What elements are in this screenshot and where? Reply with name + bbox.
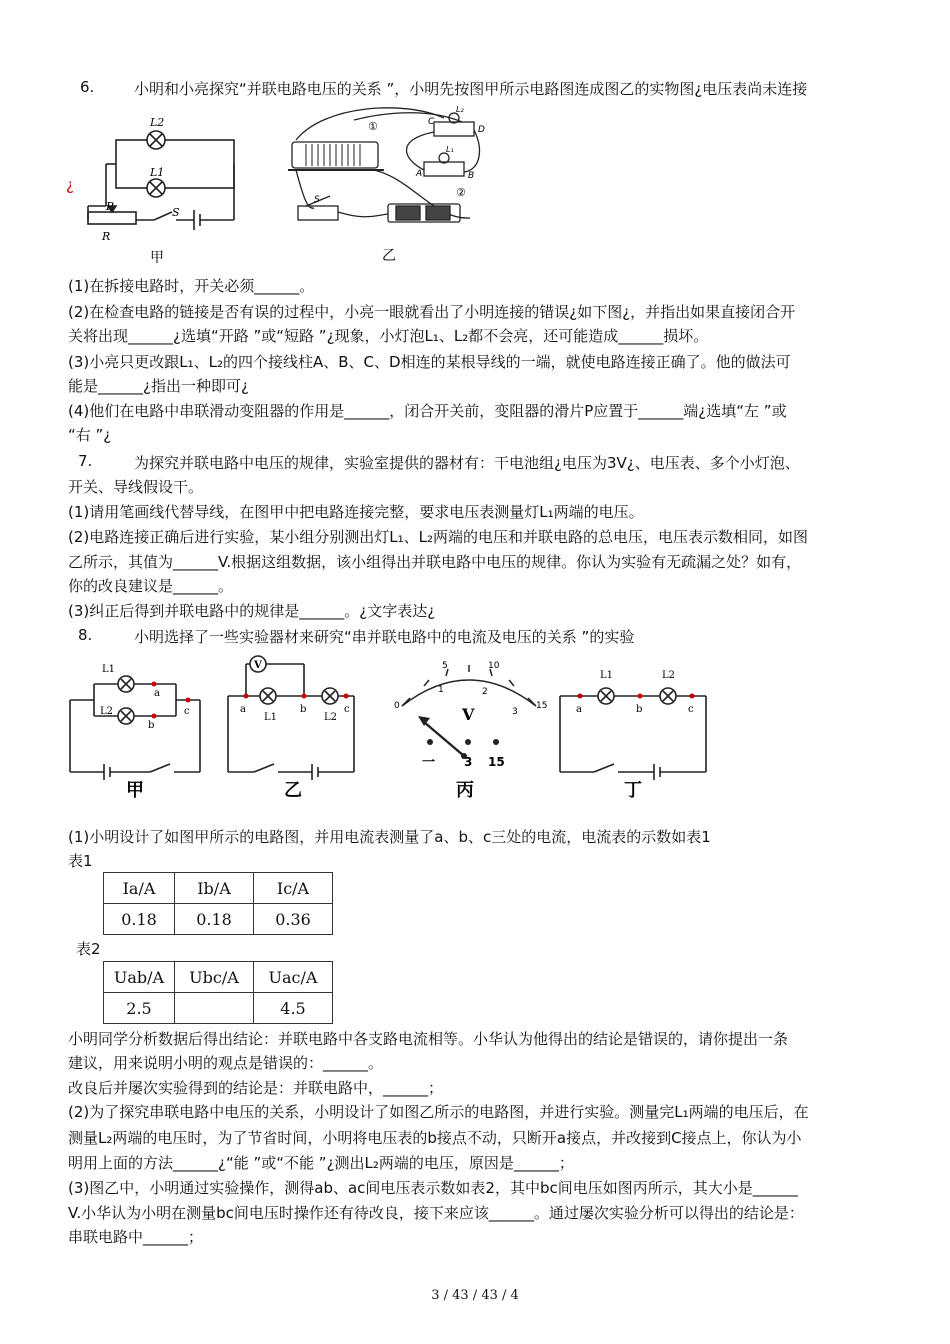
table1-header-ib: Ib/A bbox=[175, 873, 254, 904]
q8-fig-bing bbox=[384, 656, 554, 802]
bing-p3: 3 bbox=[464, 755, 473, 769]
table2-value-row bbox=[104, 993, 333, 1024]
yi-a: A bbox=[416, 169, 423, 179]
table2-header-ubc: Ubc/A bbox=[175, 962, 254, 993]
yi-circle1: ① bbox=[368, 120, 378, 133]
q8-line-8: (3)图乙中，小明通过实验操作，测得ab、ac间电压表示数如表2，其中bc间电压如图丙所示，其大小是______ bbox=[68, 1179, 798, 1197]
page-footer: 3 / 43 / 43 / 4 bbox=[431, 1288, 519, 1303]
q8-yi-v: V bbox=[254, 660, 262, 671]
yi-s: S bbox=[314, 195, 320, 205]
q8-ding-l1: L1 bbox=[600, 670, 614, 681]
table1-value-ic: 0.36 bbox=[254, 904, 333, 935]
bing-tick-3: 3 bbox=[512, 707, 518, 717]
q8-line-9: V.小华认为小明在测量bc间电压时操作还有待改良，接下来应该______。通过屡次实验分析可以得出的结论是： bbox=[68, 1204, 804, 1222]
q6-line-3: 关将出现______¿选填“开路 ”或“短路 ”¿现象，小灯泡L₁、L₂都不会亮，还可能造成______损坏。 bbox=[68, 327, 709, 345]
q7-line-3: (1)请用笔画线代替导线，在图甲中把电路连接完整，要求电压表测量灯L₁两端的电压。 bbox=[68, 503, 644, 521]
table2-value-uab: 2.5 bbox=[104, 993, 175, 1024]
q8-line-2: 小明同学分析数据后得出结论：并联电路中各支路电流相等。小华认为他得出的结论是错误的，请你提出一条 bbox=[68, 1030, 789, 1048]
jia-p-label: P bbox=[106, 200, 114, 213]
q8-ding-c: c bbox=[688, 704, 694, 715]
table2-header-uab: Uab/A bbox=[104, 962, 175, 993]
q8-line-6: 测量L₂两端的电压时，为了节省时间，小明将电压表的b接点不动，只断开a接点，并改接到C接点上，你认为小 bbox=[68, 1129, 802, 1147]
q8-number: 8. bbox=[78, 626, 93, 644]
q6-intro: 小明和小亮探究“并联电路电压的关系 ”，小明先按图甲所示电路图连成图乙的实物图¿电压表尚未连接 bbox=[134, 80, 808, 98]
q8-jia-a: a bbox=[154, 688, 160, 699]
table1-header-row bbox=[104, 873, 333, 904]
q6-line-5: 能是______¿指出一种即可¿ bbox=[68, 377, 249, 395]
bing-minus: 一 bbox=[422, 755, 436, 770]
table2-value-uac: 4.5 bbox=[254, 993, 333, 1024]
q8-intro: 小明选择了一些实验器材来研究“串并联电路中的电流及电压的关系 ”的实验 bbox=[134, 628, 635, 646]
q6-line-6: (4)他们在电路中串联滑动变阻器的作用是______，闭合开关前，变阻器的滑片P应置于______端¿选填“左 ”或 bbox=[68, 402, 787, 420]
q6-line-2: (2)在检查电路的链接是否有误的过程中，小亮一眼就看出了小明连接的错误¿如下图¿，并指出如果直接闭合开 bbox=[68, 303, 796, 321]
table1-header-ia: Ia/A bbox=[104, 873, 175, 904]
q6-line-1: (1)在拆接电路时，开关必须______。 bbox=[68, 277, 315, 295]
q6-number: 6. bbox=[80, 78, 95, 96]
yi-circle2: ② bbox=[456, 186, 466, 199]
yi-b: B bbox=[468, 171, 475, 181]
q7-line-4: (2)电路连接正确后进行实验，某小组分别测出灯L₁、L₂两端的电压和并联电路的总电压，电压表示数相同，如图 bbox=[68, 528, 808, 546]
bing-tick-15: 15 bbox=[536, 701, 548, 711]
bing-tick-0: 0 bbox=[394, 701, 400, 711]
q8-line-1: (1)小明设计了如图甲所示的电路图，并用电流表测量了a、b、c三处的电流，电流表的示数如表1 bbox=[68, 828, 711, 846]
yi-l1: L₁ bbox=[446, 145, 454, 154]
q8-yi-caption: 乙 bbox=[284, 780, 302, 801]
q7-line-2: 开关、导线假设干。 bbox=[68, 478, 204, 496]
jia-s-label: S bbox=[172, 206, 180, 219]
q8-jia-c: c bbox=[184, 706, 190, 717]
jia-l1-label: L1 bbox=[150, 166, 165, 179]
q8-line-10: 串联电路中______； bbox=[68, 1228, 204, 1246]
q8-yi-c: c bbox=[344, 704, 350, 715]
table1-value-ib: 0.18 bbox=[175, 904, 254, 935]
q7-line-7: (3)纠正后得到并联电路中的规律是______。¿文字表达¿ bbox=[68, 602, 436, 620]
q7-line-6: 你的改良建议是______。 bbox=[68, 577, 234, 595]
q6-fig-mark: ¿ bbox=[66, 176, 74, 194]
q6-line-4: (3)小亮只更改跟L₁、L₂的四个接线柱A、B、C、D相连的某根导线的一端，就使电路连接正确了。他的做法可 bbox=[68, 353, 791, 371]
q8-line-4: 改良后并屡次实验得到的结论是：并联电路中，______； bbox=[68, 1079, 444, 1097]
table1-header-ic: Ic/A bbox=[254, 873, 333, 904]
q8-jia-b: b bbox=[148, 720, 155, 731]
bing-tick-2: 2 bbox=[482, 687, 488, 697]
q8-ding-a: a bbox=[576, 704, 582, 715]
q8-yi-a: a bbox=[240, 704, 246, 715]
q8-jia-l2: L2 bbox=[100, 706, 114, 717]
bing-tick-5: 5 bbox=[442, 661, 448, 671]
q8-ding-l2: L2 bbox=[662, 670, 676, 681]
table2-header-uac: Uac/A bbox=[254, 962, 333, 993]
table2 bbox=[103, 961, 333, 1024]
bing-tick-1: 1 bbox=[438, 685, 444, 695]
q6-fig-yi bbox=[284, 100, 494, 270]
table2-header-row bbox=[104, 962, 333, 993]
q7-line-1: 为探究并联电路中电压的规律，实验室提供的器材有：干电池组¿电压为3V¿、电压表、多个小灯泡、 bbox=[134, 454, 800, 472]
yi-d: D bbox=[478, 125, 485, 135]
q6-fig-jia bbox=[76, 110, 246, 270]
q6-line-7: “右 ”¿ bbox=[68, 426, 112, 444]
q8-line-3: 建议，用来说明小明的观点是错误的：______。 bbox=[68, 1054, 384, 1072]
bing-tick-10: 10 bbox=[488, 661, 500, 671]
q8-fig-jia bbox=[66, 656, 212, 802]
table1-value-row bbox=[104, 904, 333, 935]
q8-fig-ding bbox=[556, 656, 716, 802]
yi-l2: L₂ bbox=[456, 105, 464, 114]
jia-l2-label: L2 bbox=[150, 116, 165, 129]
q7-number: 7. bbox=[78, 452, 93, 470]
q8-fig-yi bbox=[224, 646, 370, 802]
q8-line-7: 明用上面的方法______¿“能 ”或“不能 ”¿测出L₂两端的电压，原因是______； bbox=[68, 1154, 574, 1172]
q8-yi-l1: L1 bbox=[264, 712, 278, 723]
q8-line-5: (2)为了探究串联电路中电压的关系，小明设计了如图乙所示的电路图，并进行实验。测量完L₁两端的电压后，在 bbox=[68, 1103, 809, 1121]
table2-value-ubc bbox=[175, 993, 254, 1024]
jia-r-label: R bbox=[102, 230, 111, 243]
table2-label: 表2 bbox=[76, 940, 101, 958]
jia-caption: 甲 bbox=[150, 250, 164, 266]
q8-yi-l2: L2 bbox=[324, 712, 338, 723]
q8-bing-caption: 丙 bbox=[456, 780, 474, 801]
q8-ding-b: b bbox=[636, 704, 643, 715]
table1 bbox=[103, 872, 333, 935]
q8-jia-l1: L1 bbox=[102, 664, 116, 675]
yi-c: C bbox=[428, 117, 435, 127]
q8-jia-caption: 甲 bbox=[126, 780, 144, 801]
bing-v-label: V bbox=[462, 705, 475, 724]
yi-caption: 乙 bbox=[382, 248, 396, 264]
q7-line-5: 乙所示，其值为______V.根据这组数据，该小组得出并联电路中电压的规律。你认为实验有无疏漏之处？如有， bbox=[68, 553, 802, 571]
table1-label: 表1 bbox=[68, 852, 93, 870]
bing-p15: 15 bbox=[488, 755, 505, 769]
table1-value-ia: 0.18 bbox=[104, 904, 175, 935]
q8-yi-b: b bbox=[300, 704, 307, 715]
q8-ding-caption: 丁 bbox=[624, 780, 642, 801]
